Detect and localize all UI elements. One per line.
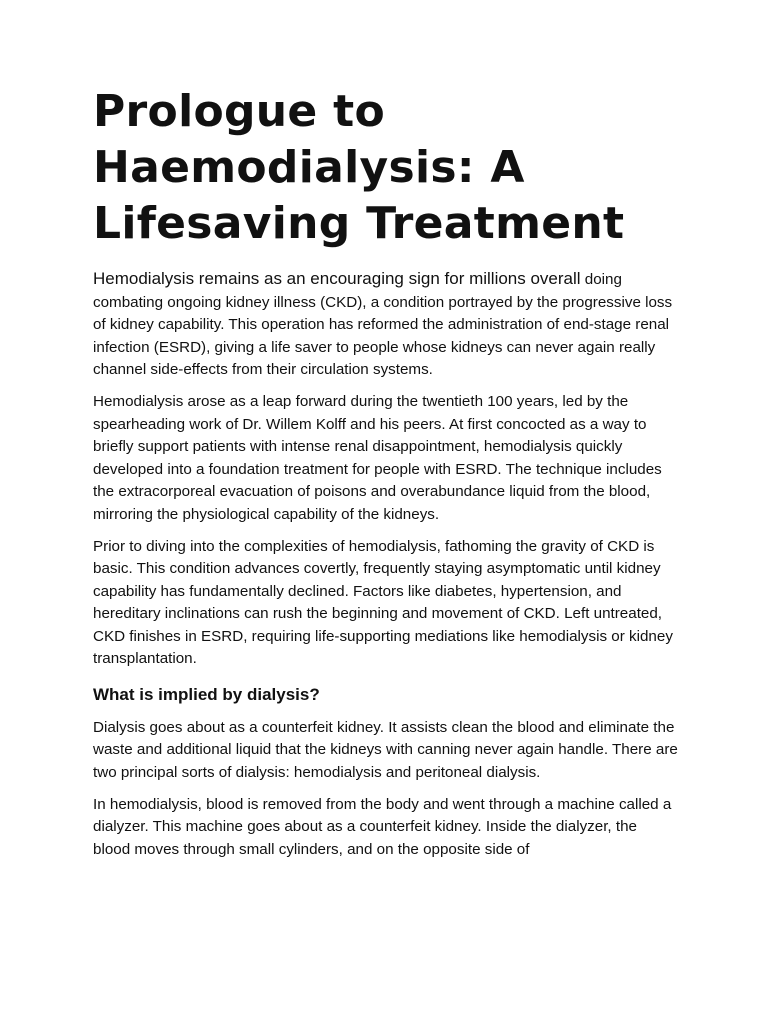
intro-lead-text: Hemodialysis remains as an encouraging sign for millions overall	[93, 269, 581, 288]
ckd-paragraph: Prior to diving into the complexities of hemodialysis, fathoming the gravity of CKD is basic. This condition advances covertly, frequently staying asymptomatic until kidney capability has fundamentally declined. Factors like diabetes, hypertension, and hereditary inclinations can rush the beginning and movement of CKD. Left untreated, CKD finishes in ESRD, requiring life-supporting mediations like hemodialysis or kidney transplantation.	[93, 537, 673, 667]
intro-rest-text: doing combating ongoing kidney illness (CKD), a condition portrayed by the progressive loss of kidney capability. This operation has reformed the administration of end-stage renal infection (ESRD), giving a life saver to people whose kidneys can never again really channel side-effects from their circulation systems.	[93, 271, 673, 378]
document-page	[93, 84, 678, 871]
dialysis-definition-paragraph: Dialysis goes about as a counterfeit kidney. It assists clean the blood and eliminate the waste and additional liquid that the kidneys with canning never again handle. There are two principal sorts of dialysis: hemodialysis and peritoneal dialysis.	[93, 718, 678, 781]
document-title: Prologue to Haemodialysis: A Lifesaving Treatment	[93, 86, 625, 249]
history-paragraph: Hemodialysis arose as a leap forward during the twentieth 100 years, led by the spearheading work of Dr. Willem Kolff and his peers. At first concocted as a way to briefly support patients with intense renal disappointment, hemodialysis quickly developed into a foundation treatment for people with ESRD. The technique includes the extracorporeal evacuation of poisons and overabundance liquid from the blood, mirroring the physiological capability of the kidneys.	[93, 393, 662, 523]
intro-paragraph	[93, 268, 678, 382]
section-heading: What is implied by dialysis?	[93, 684, 320, 704]
hemodialysis-paragraph: In hemodialysis, blood is removed from the body and went through a machine called a dialyzer. This machine goes about as a counterfeit kidney. Inside the dialyzer, the blood moves through small cylinders, and on the opposite side of	[93, 795, 672, 858]
